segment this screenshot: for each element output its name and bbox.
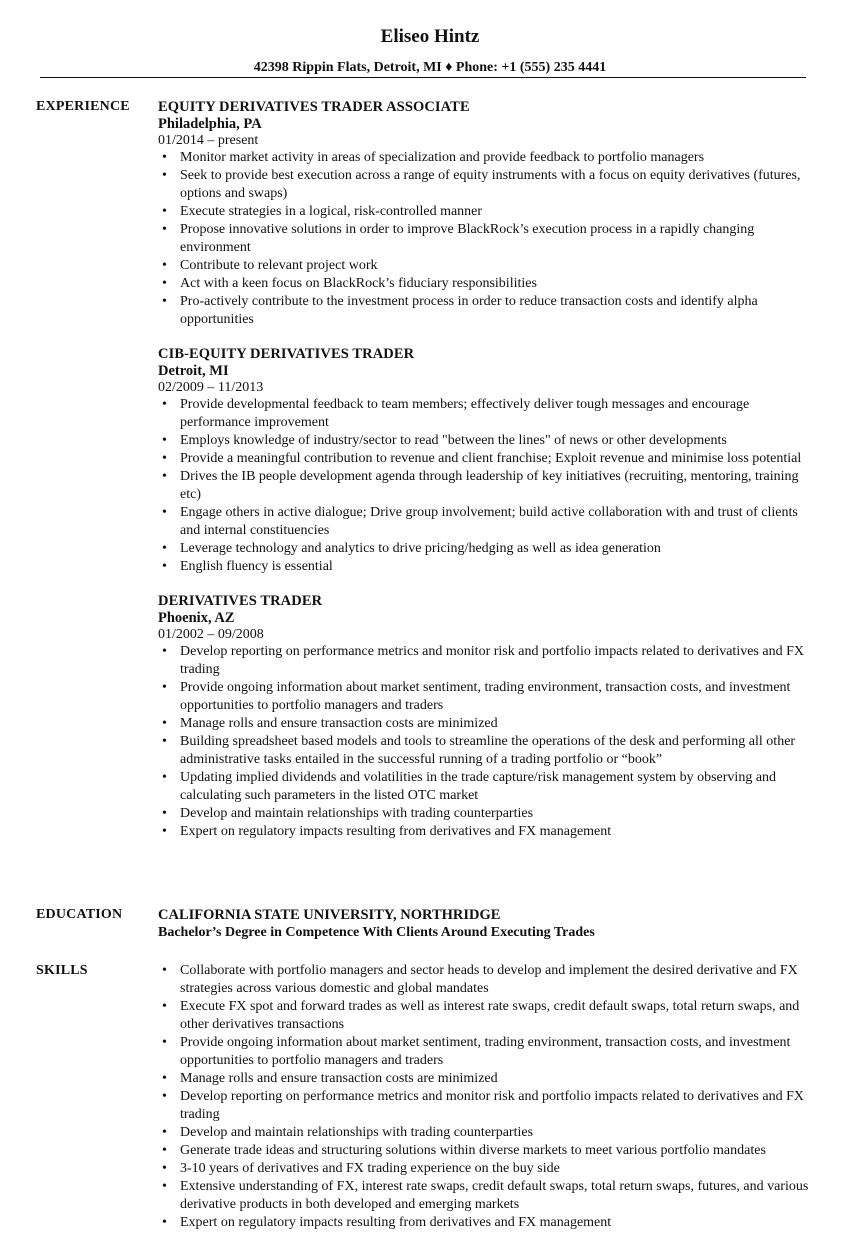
job-bullet: • Monitor market activity in areas of specialization and provide feedback to portfolio managers: [158, 149, 818, 167]
job-bullet: • Drives the IB people development agenda through leadership of key initiatives (recruiting, mentoring, training etc): [158, 468, 818, 504]
job-bullet: • Propose innovative solutions in order to improve BlackRock’s execution process in a rapidly changing environment: [158, 221, 818, 257]
skill-item: • Execute FX spot and forward trades as well as interest rate swaps, credit default swaps, total return swaps, and other derivatives transactions: [158, 998, 818, 1034]
skill-item: • 3-10 years of derivatives and FX trading experience on the buy side: [158, 1160, 818, 1178]
job-bullet: • Act with a keen focus on BlackRock’s fiduciary responsibilities: [158, 275, 818, 293]
job-bullet: • Updating implied dividends and volatilities in the trade capture/risk management system by observing and calculating such parameters in the listed OTC market: [158, 769, 818, 805]
job-bullet: • Provide developmental feedback to team members; effectively deliver tough messages and encourage performance improvement: [158, 396, 818, 432]
job-bullet: • Manage rolls and ensure transaction costs are minimized: [158, 715, 818, 733]
job-bullet: • Leverage technology and analytics to drive pricing/hedging as well as idea generation: [158, 540, 818, 558]
job-bullet: • Building spreadsheet based models and tools to streamline the operations of the desk and performing all other administrative tasks entailed in the successful running of a trading portfolio or “book”: [158, 733, 818, 769]
experience-body: [158, 98, 818, 857]
job-title: EQUITY DERIVATIVES TRADER ASSOCIATE: [158, 99, 470, 115]
header-divider: [40, 77, 806, 78]
job-location: Detroit, MI: [158, 363, 229, 379]
job-bullet: • Develop reporting on performance metrics and monitor risk and portfolio impacts related to derivatives and FX trading: [158, 643, 818, 679]
job-bullet: • English fluency is essential: [158, 558, 818, 576]
job-bullet: • Employs knowledge of industry/sector to read "between the lines" of news or other developments: [158, 432, 818, 450]
candidate-name: Eliseo Hintz: [380, 26, 480, 47]
resume-header: [0, 0, 860, 76]
job-bullets: [158, 149, 818, 329]
job-bullet: • Expert on regulatory impacts resulting from derivatives and FX management: [158, 823, 818, 841]
skill-item: • Extensive understanding of FX, interest rate swaps, credit default swaps, total return swaps, futures, and various derivative products in both developed and emerging markets: [158, 1178, 818, 1214]
job-dates: 01/2002 – 09/2008: [158, 627, 264, 642]
job-bullet: • Seek to provide best execution across a range of equity instruments with a focus on equity derivatives (futures, options and swaps): [158, 167, 818, 203]
job-bullets: [158, 396, 818, 576]
skill-item: • Generate trade ideas and structuring solutions within diverse markets to meet various portfolio mandates: [158, 1142, 818, 1160]
job-entry: [158, 345, 818, 576]
job-bullet: • Engage others in active dialogue; Drive group involvement; build active collaboration with and trust of clients and internal constituencies: [158, 504, 818, 540]
education-degree: Bachelor’s Degree in Competence With Clients Around Executing Trades: [158, 925, 595, 940]
job-bullet: • Pro-actively contribute to the investment process in order to reduce transaction costs and identify alpha opportunities: [158, 293, 818, 329]
skills-body: [158, 962, 818, 1232]
education-label: EDUCATION: [36, 907, 123, 922]
job-title: CIB-EQUITY DERIVATIVES TRADER: [158, 346, 415, 362]
skill-item: • Expert on regulatory impacts resulting from derivatives and FX management: [158, 1214, 818, 1232]
job-entry: [158, 592, 818, 841]
education-body: [158, 906, 818, 942]
job-bullet: • Provide ongoing information about market sentiment, trading environment, transaction costs, and investment opportunities to portfolio managers and traders: [158, 679, 818, 715]
contact-line: 42398 Rippin Flats, Detroit, MI ♦ Phone: +1 (555) 235 4441: [253, 60, 607, 75]
skill-item: • Develop reporting on performance metrics and monitor risk and portfolio impacts related to derivatives and FX trading: [158, 1088, 818, 1124]
job-bullet: • Develop and maintain relationships with trading counterparties: [158, 805, 818, 823]
skill-item: • Manage rolls and ensure transaction costs are minimized: [158, 1070, 818, 1088]
skills-label: SKILLS: [36, 963, 88, 978]
job-entry: [158, 98, 818, 329]
job-location: Philadelphia, PA: [158, 116, 262, 132]
skills-list: [158, 962, 818, 1232]
education-school: CALIFORNIA STATE UNIVERSITY, NORTHRIDGE: [158, 907, 501, 923]
job-bullets: [158, 643, 818, 841]
skill-item: • Provide ongoing information about market sentiment, trading environment, transaction costs, and investment opportunities to portfolio managers and traders: [158, 1034, 818, 1070]
skill-item: • Develop and maintain relationships with trading counterparties: [158, 1124, 818, 1142]
job-dates: 01/2014 – present: [158, 133, 259, 148]
job-title: DERIVATIVES TRADER: [158, 593, 323, 609]
experience-label: EXPERIENCE: [36, 99, 130, 114]
skill-item: • Collaborate with portfolio managers and sector heads to develop and implement the desired derivative and FX strategies across various domestic and global mandates: [158, 962, 818, 998]
job-bullet: • Execute strategies in a logical, risk-controlled manner: [158, 203, 818, 221]
job-bullet: • Provide a meaningful contribution to revenue and client franchise; Exploit revenue and minimise loss potential: [158, 450, 818, 468]
job-bullet: • Contribute to relevant project work: [158, 257, 818, 275]
job-location: Phoenix, AZ: [158, 610, 235, 626]
job-dates: 02/2009 – 11/2013: [158, 380, 264, 395]
